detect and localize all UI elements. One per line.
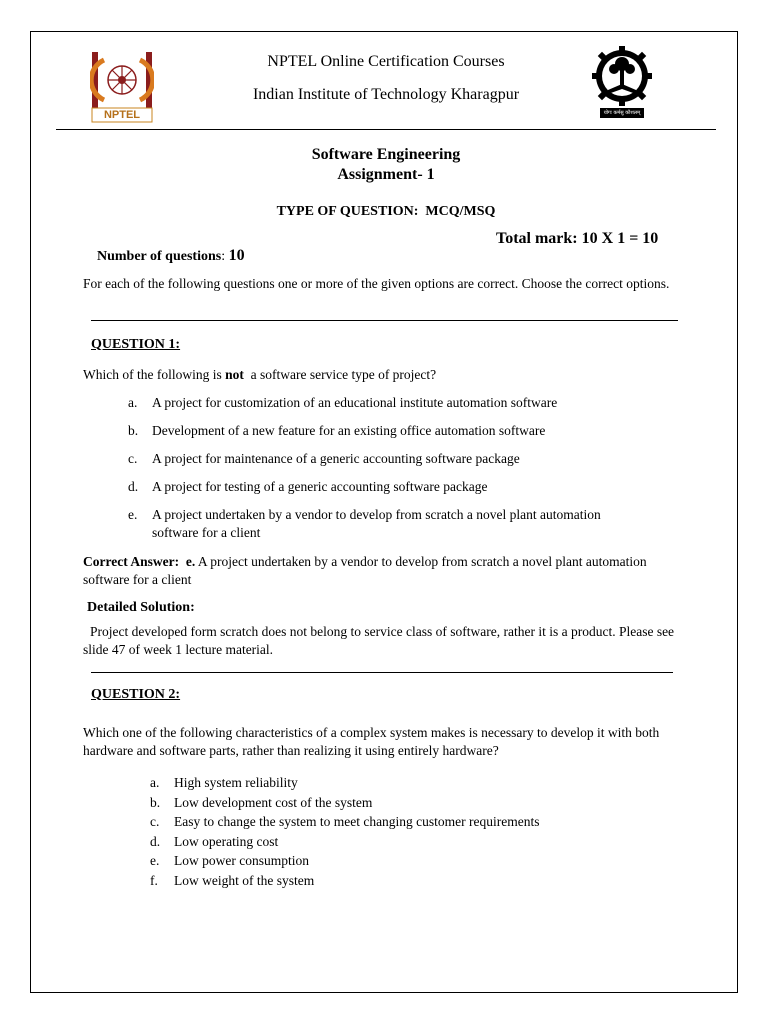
q2-option-text: Low power consumption	[174, 853, 309, 868]
header-line-1: NPTEL Online Certification Courses	[267, 53, 505, 70]
q2-option-text: Low operating cost	[174, 833, 279, 849]
divider-2	[91, 672, 673, 673]
num-questions-colon: :	[221, 249, 229, 264]
q1-option-text: Development of a new feature for an existing office automation software	[152, 423, 546, 438]
q2-option-b	[150, 793, 650, 813]
question-type: TYPE OF QUESTION: MCQ/MSQ	[276, 204, 496, 219]
answer-label: Correct Answer: e.	[83, 554, 196, 569]
question-1-text	[83, 366, 436, 384]
q2-option-e	[150, 851, 650, 871]
q1-option-text: A project for maintenance of a generic accounting software package	[152, 451, 520, 466]
header-line-2: Indian Institute of Technology Kharagpur	[252, 86, 520, 103]
answer-text: A project undertaken by a vendor to develop from scratch a novel plant automation software for a client	[83, 554, 647, 587]
q1-text-after: a software service type of project?	[243, 367, 437, 382]
q1-option-c	[128, 450, 673, 468]
q1-option-text: A project for testing of a generic accounting software package	[152, 479, 488, 494]
question-1-answer	[83, 553, 663, 589]
q1-option-letter: c.	[128, 451, 138, 466]
nptel-logo-text: NPTEL	[103, 109, 141, 121]
question-1-heading: QUESTION 1:	[91, 337, 181, 352]
question-2-heading: QUESTION 2:	[91, 687, 181, 702]
divider-1	[91, 320, 678, 321]
question-2-options	[150, 773, 650, 890]
iit-logo	[590, 42, 654, 122]
q1-option-a	[128, 394, 673, 412]
q2-option-letter: a.	[150, 775, 160, 790]
q1-option-letter: b.	[128, 423, 139, 438]
q2-option-letter: c.	[150, 814, 160, 829]
q2-option-d	[150, 832, 650, 852]
q1-option-letter: e.	[128, 507, 138, 522]
q1-option-text: A project for customization of an educational institute automation software	[152, 395, 558, 410]
nptel-logo	[90, 50, 154, 124]
q2-option-letter: d.	[150, 833, 161, 849]
q2-option-letter: f.	[150, 872, 158, 888]
number-of-questions	[90, 231, 245, 265]
assignment-title: Assignment- 1	[337, 166, 435, 183]
q2-option-text: Low development cost of the system	[174, 794, 373, 810]
q1-option-d	[128, 478, 673, 496]
num-questions-label: Number of questions	[97, 249, 222, 264]
q2-option-c	[150, 812, 650, 832]
q2-option-text: Easy to change the system to meet changing customer requirements	[174, 814, 540, 829]
q1-text-bold: not	[225, 367, 244, 382]
num-questions-value: 10	[228, 247, 245, 264]
q1-option-letter: d.	[128, 479, 139, 494]
q2-option-letter: e.	[150, 853, 160, 868]
instructions: For each of the following questions one or more of the given options are correct. Choose the correct options.	[83, 276, 670, 291]
q1-option-letter: a.	[128, 395, 138, 410]
q1-text-before: Which of the following is	[83, 367, 226, 382]
q1-option-b	[128, 422, 673, 440]
question-1-options	[128, 394, 673, 542]
question-1-solution-text: Project developed form scratch does not belong to service class of software, rather it is a product. Please see slide 47 of week 1 lecture material.	[83, 624, 675, 657]
q2-option-f	[150, 871, 650, 891]
header-divider	[56, 129, 716, 130]
q1-option-e	[128, 506, 632, 542]
q2-option-letter: b.	[150, 794, 161, 810]
course-title: Software Engineering	[311, 146, 461, 163]
iit-logo-motto: योगः कर्मसु कौशलम्	[603, 110, 641, 116]
q2-option-a	[150, 773, 650, 793]
q1-option-text: A project undertaken by a vendor to develop from scratch a novel plant automation software for a client	[152, 507, 601, 540]
q2-option-text: High system reliability	[174, 775, 298, 790]
q2-option-text: Low weight of the system	[174, 872, 315, 888]
total-mark: Total mark: 10 X 1 = 10	[496, 230, 659, 247]
question-1-solution-label: Detailed Solution:	[87, 600, 195, 615]
question-2-text: Which one of the following characteristics of a complex system makes is necessary to develop it with both hardware and software parts, rather than realizing it using entirely hardware?	[83, 725, 660, 758]
